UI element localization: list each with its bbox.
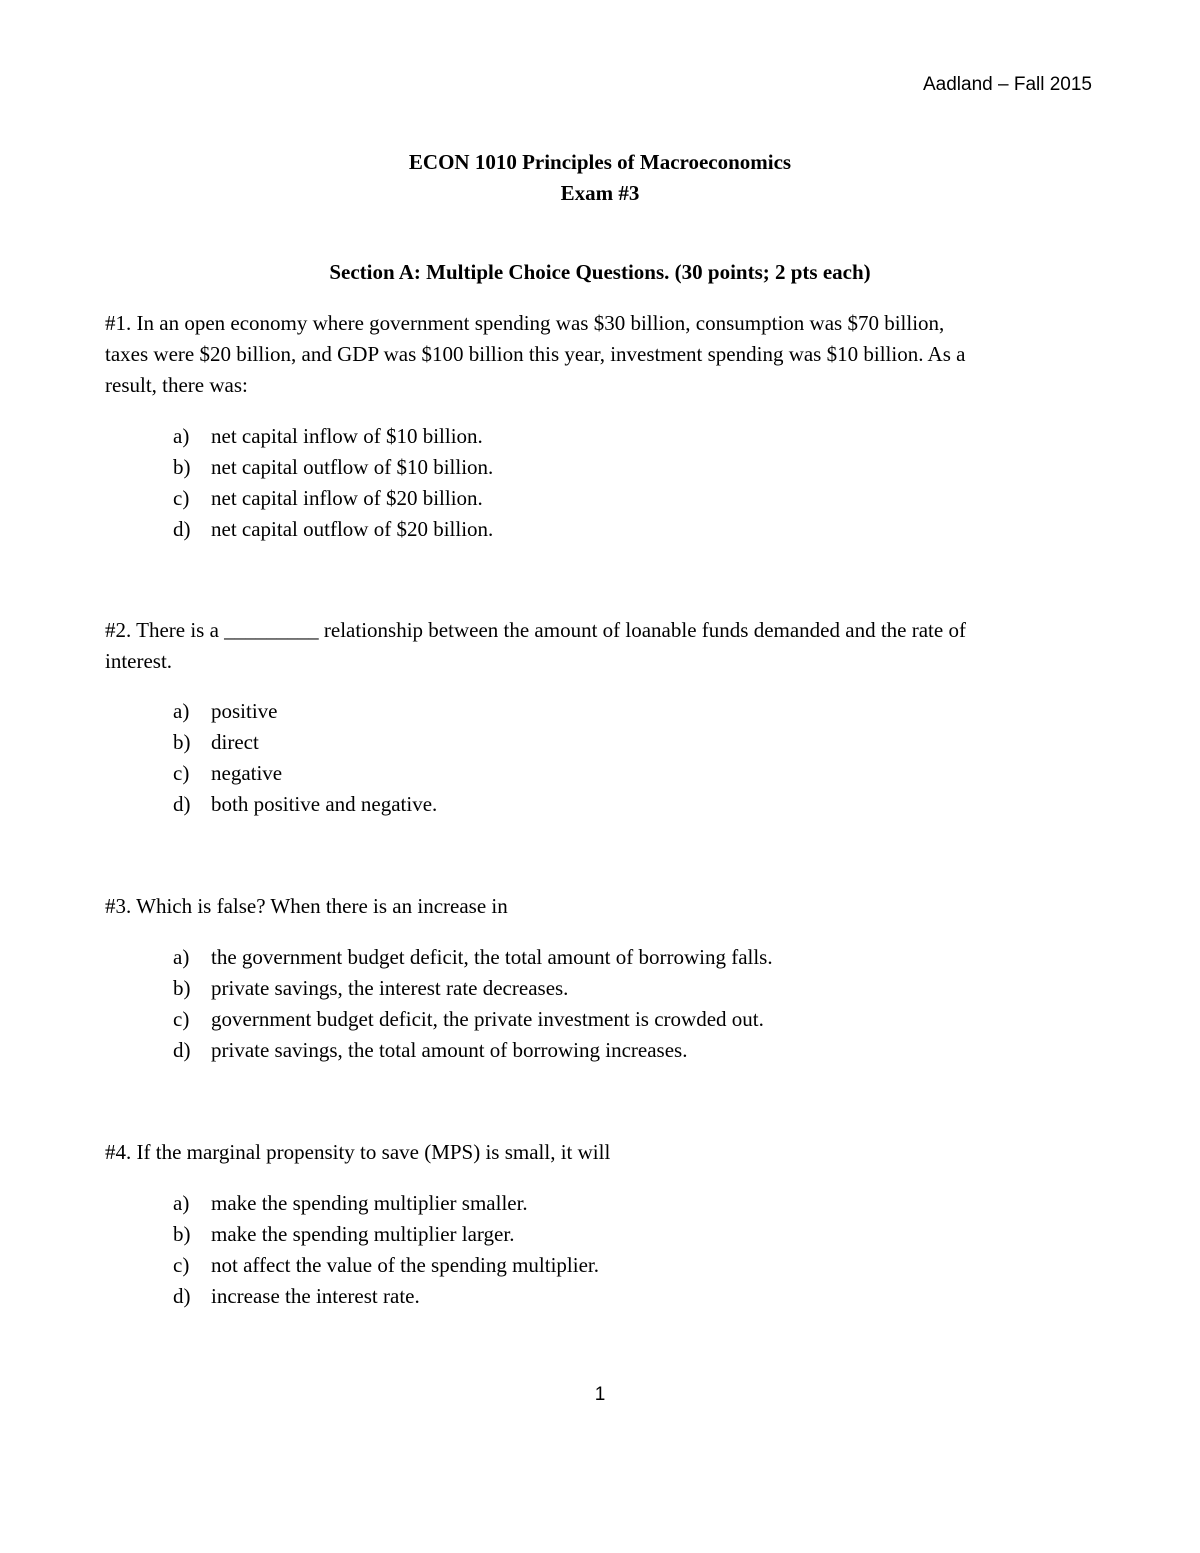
option-letter: d) [173,517,191,541]
course-title: ECON 1010 Principles of Macroeconomics [408,150,792,174]
option-letter: a) [173,945,190,969]
option-d [173,1281,599,1312]
option-text: make the spending multiplier smaller. [211,1191,528,1215]
option-text: the government budget deficit, the total amount of borrowing falls. [211,945,773,969]
option-letter: c) [173,1253,190,1277]
option-text: make the spending multiplier larger. [211,1222,515,1246]
option-b [173,1219,599,1250]
question-text-line: interest. [105,649,173,673]
option-letter: b) [173,1222,191,1246]
option-letter: d) [173,1284,191,1308]
option-b [173,727,437,758]
option-letter: c) [173,761,190,785]
page-number: 1 [594,1384,606,1405]
option-d [173,789,437,820]
option-letter: a) [173,699,190,723]
option-a [173,421,493,452]
option-text: direct [211,730,259,754]
question-text-line: result, there was: [105,373,248,397]
question-3-options [173,942,773,1066]
question-text-line: #1. In an open economy where government spending was $30 billion, consumption was $70 billion, [105,311,945,335]
question-4 [105,1137,1105,1308]
option-text: net capital inflow of $10 billion. [211,424,483,448]
option-c [173,483,493,514]
option-text: private savings, the interest rate decreases. [211,976,569,1000]
question-2-text [105,615,1105,677]
option-c [173,758,437,789]
option-text: private savings, the total amount of borrowing increases. [211,1038,688,1062]
option-text: not affect the value of the spending multiplier. [211,1253,600,1277]
question-2 [105,615,1105,816]
option-letter: b) [173,730,191,754]
option-letter: b) [173,455,191,479]
option-d [173,1035,773,1066]
option-letter: c) [173,486,190,510]
question-text-line: #2. There is a _________ relationship between the amount of loanable funds demanded and the rate of [105,618,966,642]
question-1 [105,308,1105,541]
option-letter: b) [173,976,191,1000]
option-letter: a) [173,1191,190,1215]
option-text: negative [211,761,283,785]
option-a [173,1188,599,1219]
option-text: net capital inflow of $20 billion. [211,486,483,510]
header-author-term: Aadland – Fall 2015 [922,74,1092,95]
option-letter: d) [173,792,191,816]
option-text: government budget deficit, the private investment is crowded out. [211,1007,764,1031]
question-text-line: #4. If the marginal propensity to save (MPS) is small, it will [105,1140,611,1164]
option-b [173,973,773,1004]
option-text: net capital outflow of $10 billion. [211,455,494,479]
option-letter: d) [173,1038,191,1062]
option-text: net capital outflow of $20 billion. [211,517,494,541]
question-3-text [105,891,1105,922]
section-title: Section A: Multiple Choice Questions. (30 points; 2 pts each) [329,260,871,284]
question-2-options [173,696,437,820]
question-4-options [173,1188,599,1312]
question-1-options [173,421,493,545]
option-a [173,696,437,727]
option-text: positive [211,699,278,723]
option-c [173,1250,599,1281]
question-text-line: taxes were $20 billion, and GDP was $100 billion this year, investment spending was $10 billion. As a [105,342,966,366]
option-text: both positive and negative. [211,792,438,816]
option-letter: c) [173,1007,190,1031]
option-d [173,514,493,545]
option-a [173,942,773,973]
option-b [173,452,493,483]
question-4-text [105,1137,1105,1168]
option-text: increase the interest rate. [211,1284,420,1308]
question-3 [105,891,1105,1062]
exam-title: Exam #3 [560,181,640,205]
question-text-line: #3. Which is false? When there is an increase in [105,894,508,918]
option-letter: a) [173,424,190,448]
question-1-text [105,308,1105,401]
option-c [173,1004,773,1035]
